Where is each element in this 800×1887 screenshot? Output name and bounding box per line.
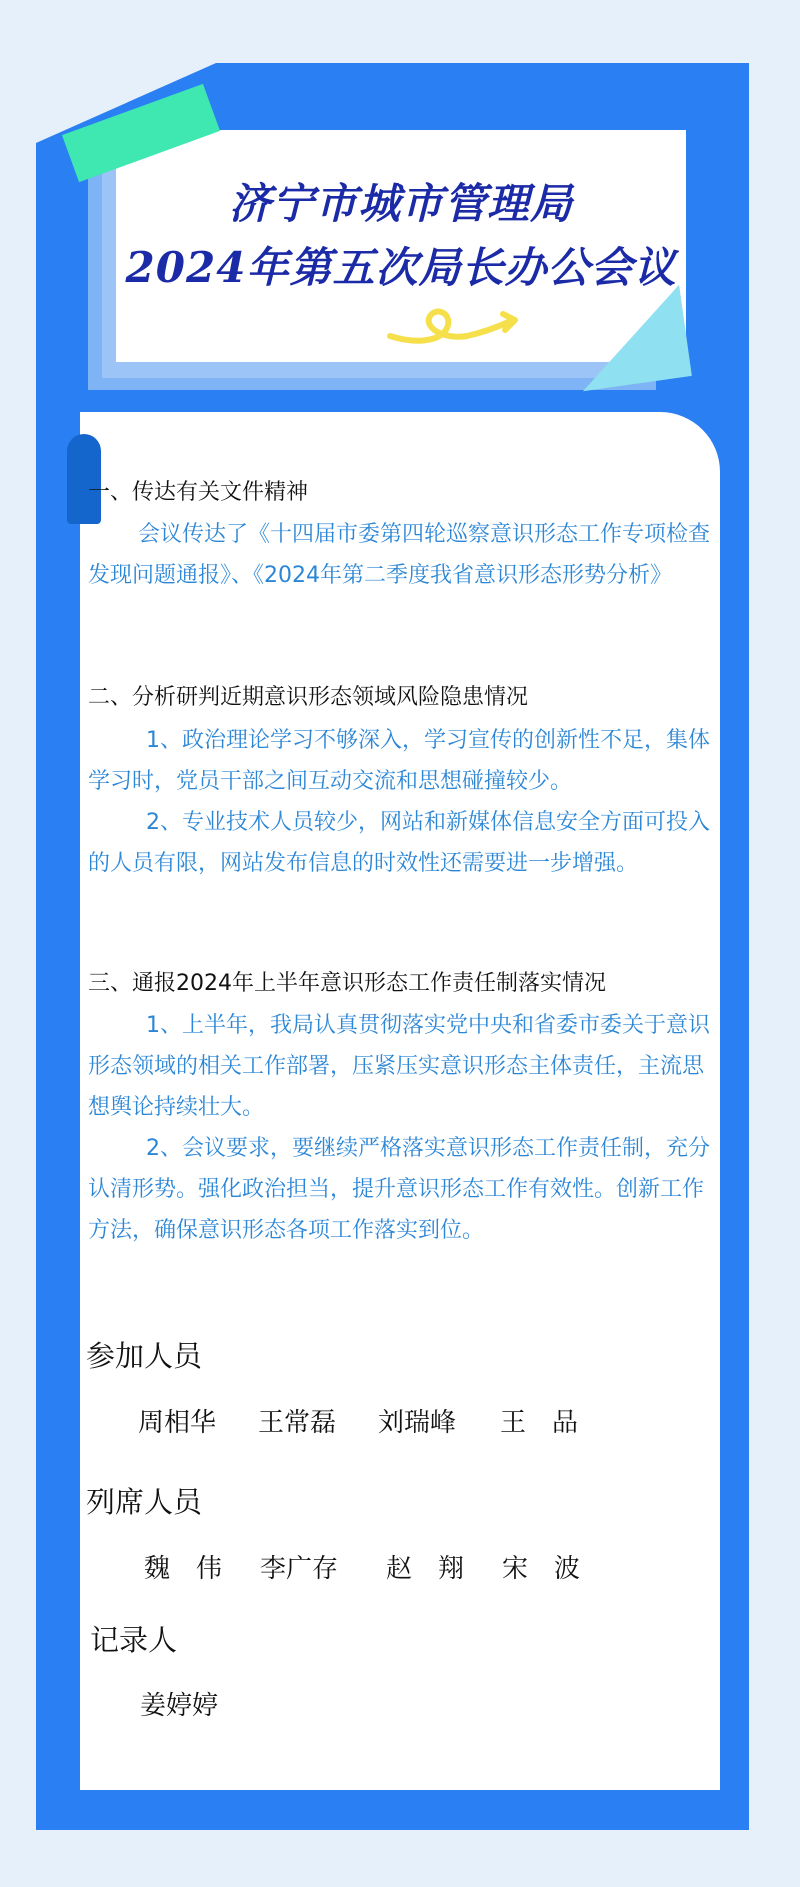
observer-name: 李广存 [260,1554,339,1584]
recorder-names [140,1688,218,1724]
observer-name: 赵 翔 [386,1554,465,1584]
observer-name: 宋 波 [502,1554,581,1584]
attendee-name: 刘瑞峰 [378,1408,457,1438]
attendee-name: 王 品 [500,1408,579,1438]
section-paragraph: 1、上半年，我局认真贯彻落实党中央和省委市委关于意识形态领域的相关工作部署，压紧压实意识形态主体责任，主流思想舆论持续壮大。 [88,1013,710,1120]
recorder-name: 姜婷婷 [140,1691,219,1721]
observer-name: 魏 伟 [144,1554,223,1584]
section-paragraph: 2、专业技术人员较少，网站和新媒体信息安全方面可投入的人员有限，网站发布信息的时效性还需要进一步增强。 [88,810,710,876]
section-paragraph: 会议传达了《十四届市委第四轮巡察意识形态工作专项检查发现问题通报》、《2024年第二季度我省意识形态形势分析》 [88,522,711,588]
folded-corner-decoration [570,285,692,391]
section-paragraph: 2、会议要求，要继续严格落实意识形态工作责任制，充分认清形势。强化政治担当，提升意识形态工作有效性。创新工作方法，确保意识形态各项工作落实到位。 [88,1136,710,1243]
observers-names [144,1551,580,1587]
section-title: 二、分析研判近期意识形态领域风险隐患情况 [88,685,529,710]
swirl-decoration-icon [385,300,525,350]
attendees-names [138,1405,578,1441]
title-line-2: 2024年第五次局长办公会议 [125,243,677,292]
section-paragraph: 1、政治理论学习不够深入，学习宣传的创新性不足，集体学习时，党员干部之间互动交流和思想碰撞较少。 [88,728,710,794]
recorder-title: 记录人 [90,1623,178,1657]
attendee-name: 王常磊 [258,1408,337,1438]
title-line-1: 济宁市城市管理局 [228,179,573,228]
attendees-title: 参加人员 [86,1339,203,1373]
section-title: 三、通报2024年上半年意识形态工作责任制落实情况 [88,971,606,996]
section-title: 一、传达有关文件精神 [88,480,309,505]
attendee-name: 周相华 [138,1408,217,1438]
page-title [116,172,686,300]
observers-title: 列席人员 [86,1485,203,1519]
